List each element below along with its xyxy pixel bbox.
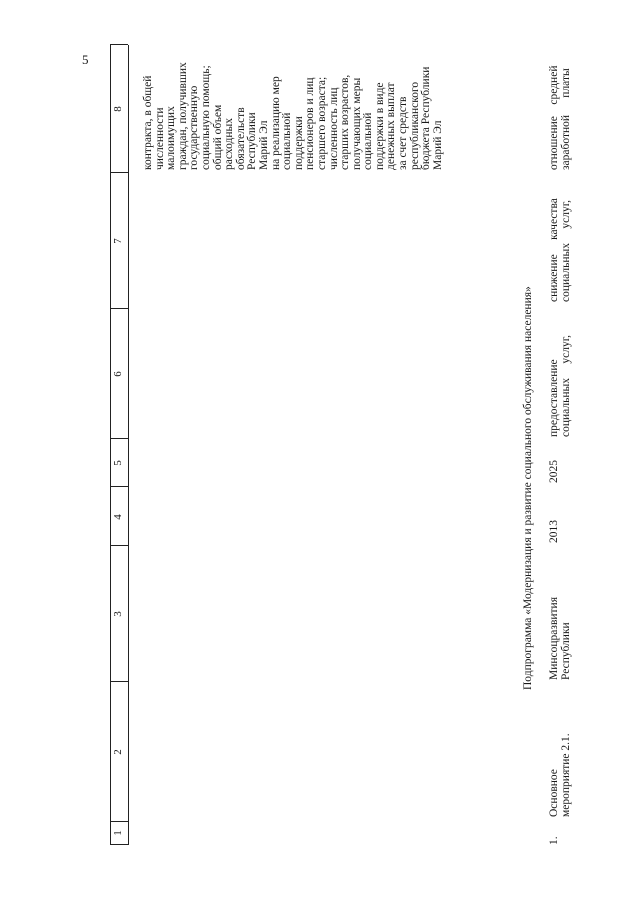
indicator-line-2: заработной платы — [560, 68, 572, 170]
col-divider-4-5 — [110, 486, 128, 487]
col-divider-6-7 — [110, 308, 128, 309]
indicator-line-1: отношение средней — [548, 65, 560, 170]
column-number-1: 1 — [112, 830, 124, 836]
text-line: общий объем — [211, 104, 224, 170]
executor-line-1: Минсоцразвития — [548, 597, 560, 680]
column-number-4: 4 — [112, 514, 124, 520]
end-year: 2025 — [548, 460, 560, 483]
col-divider-2-3 — [110, 681, 128, 682]
text-line: контракта, в общей — [142, 75, 154, 170]
text-line: поддержки в виде — [373, 82, 386, 170]
row-number: 1. — [548, 836, 560, 845]
text-line: за счет средств — [397, 96, 410, 170]
table-right-border — [110, 44, 128, 45]
col-divider-5-6 — [110, 438, 128, 439]
column-number-6: 6 — [112, 371, 124, 377]
page-number: 5 — [82, 52, 89, 67]
text-line: на реализацию мер — [269, 76, 282, 170]
consequence-line-1: снижение качества — [548, 198, 560, 302]
expected-result-line-2: социальных услуг, — [560, 335, 572, 437]
text-line: обязательств — [234, 107, 247, 170]
executor-line-2: Республики — [560, 622, 572, 680]
subprogram-title: Подпрограмма «Модернизация и развитие социального обслуживания населения» — [522, 286, 534, 690]
col-divider-7-8 — [110, 172, 128, 173]
column-number-8: 8 — [112, 106, 124, 112]
table-header-bottom-border — [128, 45, 129, 845]
table-left-border — [110, 844, 128, 845]
text-line: старших возрастов, — [339, 74, 352, 170]
text-line: поддержки — [292, 116, 305, 170]
text-line: государственную — [188, 85, 201, 170]
table-top-border — [110, 45, 111, 845]
activity-name-line-2: мероприятие 2.1. — [560, 733, 572, 817]
activity-name-line-1: Основное — [548, 769, 560, 817]
text-line: Марий Эл — [431, 120, 444, 170]
text-line: денежных выплат — [385, 82, 398, 170]
col-divider-3-4 — [110, 545, 128, 546]
column-number-3: 3 — [112, 611, 124, 617]
column-number-2: 2 — [112, 749, 124, 755]
text-line: социальной — [362, 112, 375, 170]
text-line: малоимущих — [165, 106, 178, 170]
text-line: пенсионеров и лиц — [304, 77, 317, 170]
text-line: граждан, получивших — [176, 62, 189, 170]
col-divider-1-2 — [110, 821, 128, 822]
text-line: расходных — [223, 117, 236, 170]
text-line: бюджета Республики — [420, 66, 433, 170]
column-number-7: 7 — [112, 238, 124, 244]
text-line: Марий Эл — [257, 120, 270, 170]
text-line: республиканского — [408, 81, 421, 170]
text-line: социальную помощь; — [199, 65, 212, 170]
column-number-5: 5 — [112, 460, 124, 466]
text-line: социальной — [281, 112, 294, 170]
text-line: численности — [153, 107, 166, 170]
text-line: старшего возраста; — [315, 76, 328, 170]
text-line: получающих меры — [350, 77, 363, 170]
expected-result-line-1: предоставление — [548, 359, 560, 437]
start-year: 2013 — [548, 520, 560, 543]
indicator-continuation-text — [143, 25, 444, 170]
text-line: Республики — [246, 112, 259, 170]
text-line: численность лиц — [327, 87, 340, 170]
consequence-line-2: социальных услуг, — [560, 200, 572, 302]
